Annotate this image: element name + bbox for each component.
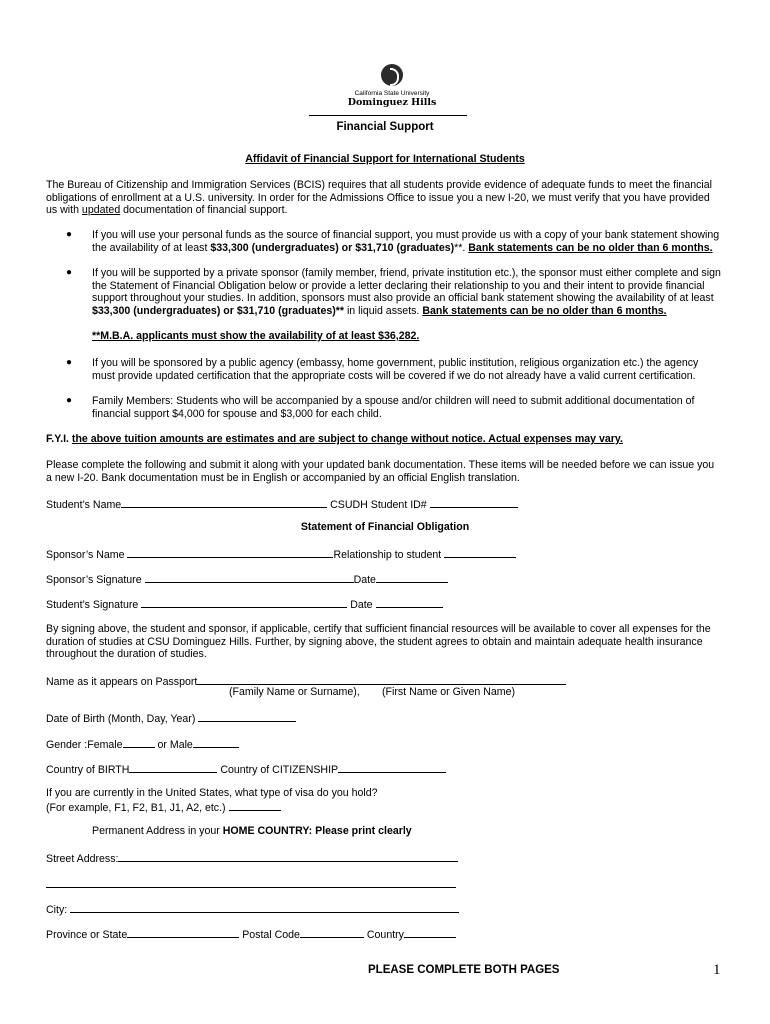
dob-label: Date of Birth (Month, Day, Year) [46, 713, 196, 725]
intro-text-end: documentation of financial support. [120, 204, 288, 216]
citizenship-field[interactable] [338, 762, 446, 773]
family-name-hint: (Family Name or Surname), [229, 686, 360, 698]
university-logo [336, 64, 448, 114]
visa-field[interactable] [229, 800, 281, 811]
postal-label: Postal Code [242, 929, 300, 941]
street-label: Street Address: [46, 853, 119, 865]
fyi-text: the above tuition amounts are estimates and are subject to change without notice. Actual expenses may vary. [71, 433, 623, 445]
intro-text: The Bureau of Citizenship and Immigration Services (BCIS) requires that all students provide evidence of adequate funds to meet the financial obligations of enrollment at a U.S. university. In order for the Admissions Office to issue you a new I-20, we must verify that you have provided us with [46, 179, 713, 216]
postal-field[interactable] [300, 927, 364, 938]
bullet-icon: ● [66, 357, 73, 368]
logo-line-2: Dominguez Hills [347, 97, 437, 108]
bullet-private-sponsor [92, 267, 722, 317]
sponsor-signature-field[interactable] [145, 572, 354, 583]
student-name-field[interactable] [121, 497, 327, 508]
affidavit-title: Affidavit of Financial Support for International Students [245, 153, 525, 165]
page-number: 1 [713, 962, 721, 978]
sponsor-date-field[interactable] [376, 572, 448, 583]
street-field[interactable] [118, 851, 458, 862]
sponsor-name-label: Sponsor’s Name [46, 549, 125, 561]
sponsor-name-row [46, 547, 516, 561]
instructions-paragraph: Please complete the following and submit it along with your updated bank documentation. These items will be needed before we can issue you a new I-20. Bank documentation must be in English or accompanied by an official English translation. [46, 459, 715, 484]
gender-row [46, 737, 239, 751]
footer-note: PLEASE COMPLETE BOTH PAGES [368, 964, 560, 976]
city-field[interactable] [70, 902, 459, 913]
passport-name-field[interactable] [197, 674, 566, 685]
relationship-field[interactable] [444, 547, 516, 558]
page-title: Financial Support [336, 121, 434, 133]
street-row-2 [46, 877, 456, 891]
student-date-field[interactable] [376, 597, 443, 608]
b1-text2: **. [454, 241, 469, 254]
province-label: Province or State [46, 929, 128, 941]
dob-field[interactable] [198, 711, 296, 722]
city-label: City: [46, 904, 68, 916]
permanent-address-label: Permanent Address in your [92, 825, 223, 837]
bullet-icon: ● [66, 267, 73, 278]
street-field-2[interactable] [46, 877, 456, 888]
province-field[interactable] [127, 927, 239, 938]
b2-note: Bank statements can be no older than 6 months. [422, 304, 667, 317]
student-signature-row [46, 597, 443, 611]
sponsor-name-field[interactable] [127, 547, 333, 558]
citizenship-label: Country of CITIZENSHIP [220, 764, 339, 776]
student-id-field[interactable] [430, 497, 518, 508]
male-field[interactable] [193, 737, 239, 748]
passport-name-label: Name as it appears on Passport [46, 676, 198, 688]
mba-note: **M.B.A. applicants must show the availability of at least $36,282. [92, 330, 420, 342]
student-signature-label: Student’s Signature [46, 599, 139, 611]
or-male-label: or Male [157, 739, 193, 751]
fyi-label: F.Y.I. [46, 433, 69, 445]
intro-paragraph [46, 179, 722, 217]
logo-line-1: California State University [354, 90, 430, 97]
csudh-logo-icon [381, 64, 403, 86]
student-name-row [46, 497, 518, 511]
b2-amount: $33,300 (undergraduates) or $31,710 (graduates)** [92, 304, 344, 317]
header-rule [309, 115, 467, 116]
student-signature-field[interactable] [141, 597, 347, 608]
visa-question: If you are currently in the United States, what type of visa do you hold? [46, 787, 378, 799]
permanent-address-heading [92, 825, 412, 837]
student-name-label: Student’s Name [46, 499, 122, 511]
relationship-label: Relationship to student [333, 549, 442, 561]
sponsor-signature-label: Sponsor’s Signature [46, 574, 142, 586]
fyi-note [46, 433, 722, 446]
sponsor-signature-row [46, 572, 448, 586]
dob-row [46, 711, 296, 725]
b2-text2: in liquid assets. [344, 304, 423, 317]
bullet-icon: ● [66, 395, 73, 406]
birth-country-label: Country of BIRTH [46, 764, 130, 776]
bullet-icon: ● [66, 229, 73, 240]
bullet-public-agency: If you will be sponsored by a public agency (embassy, home government, public institution, religious organization etc.) the agency must provide updated certification that the appropriate costs will be covered if we do not already have a valid current certification. [92, 357, 699, 382]
birth-country-field[interactable] [129, 762, 217, 773]
b1-note: Bank statements can be no older than 6 months. [468, 241, 713, 254]
city-row [46, 902, 459, 916]
country-field[interactable] [404, 927, 456, 938]
b1-amount: $33,300 (undergraduates) or $31,710 (graduates) [210, 241, 455, 254]
street-row [46, 851, 458, 865]
statement-title: Statement of Financial Obligation [300, 521, 470, 533]
gender-label: Gender :Female [46, 739, 123, 751]
b2-text: If you will be supported by a private sponsor (family member, friend, private institution etc.), the sponsor must either complete and sign the Statement of Financial Obligation below or provide a letter declaring their relationship to you and their intent to provide financial support throughout your studies. In addition, sponsors must also provide an official bank statement showing the availability of at least [92, 267, 721, 304]
visa-block [46, 787, 378, 814]
female-field[interactable] [123, 737, 155, 748]
student-id-label: CSUDH Student ID# [330, 499, 427, 511]
home-country-label: HOME COUNTRY: Please print clearly [222, 825, 412, 837]
b1-text: If you will use your personal funds as the source of financial support, you must provide us with a copy of your bank statement showing the availability of at least [92, 229, 720, 254]
sponsor-date-label: Date [353, 574, 376, 586]
intro-updated: updated [81, 204, 121, 216]
country-label: Country [366, 929, 404, 941]
bullet-family-members: Family Members: Students who will be accompanied by a spouse and/or children will need to submit additional documentation of financial support $4,000 for spouse and $3,000 for each child. [92, 395, 695, 420]
country-row [46, 762, 446, 776]
visa-example: (For example, F1, F2, B1, J1, A2, etc.) [46, 801, 226, 814]
bullet-personal-funds [92, 229, 722, 254]
first-name-hint: (First Name or Given Name) [382, 686, 516, 698]
certify-paragraph: By signing above, the student and sponsor, if applicable, certify that sufficient financial resources will be available to cover all expenses for the duration of studies at CSU Dominguez Hills. Further, by signing above, the student agrees to obtain and maintain adequate health insurance throughout the duration of studies. [46, 623, 711, 660]
student-date-label: Date [350, 599, 373, 611]
province-row [46, 927, 456, 941]
